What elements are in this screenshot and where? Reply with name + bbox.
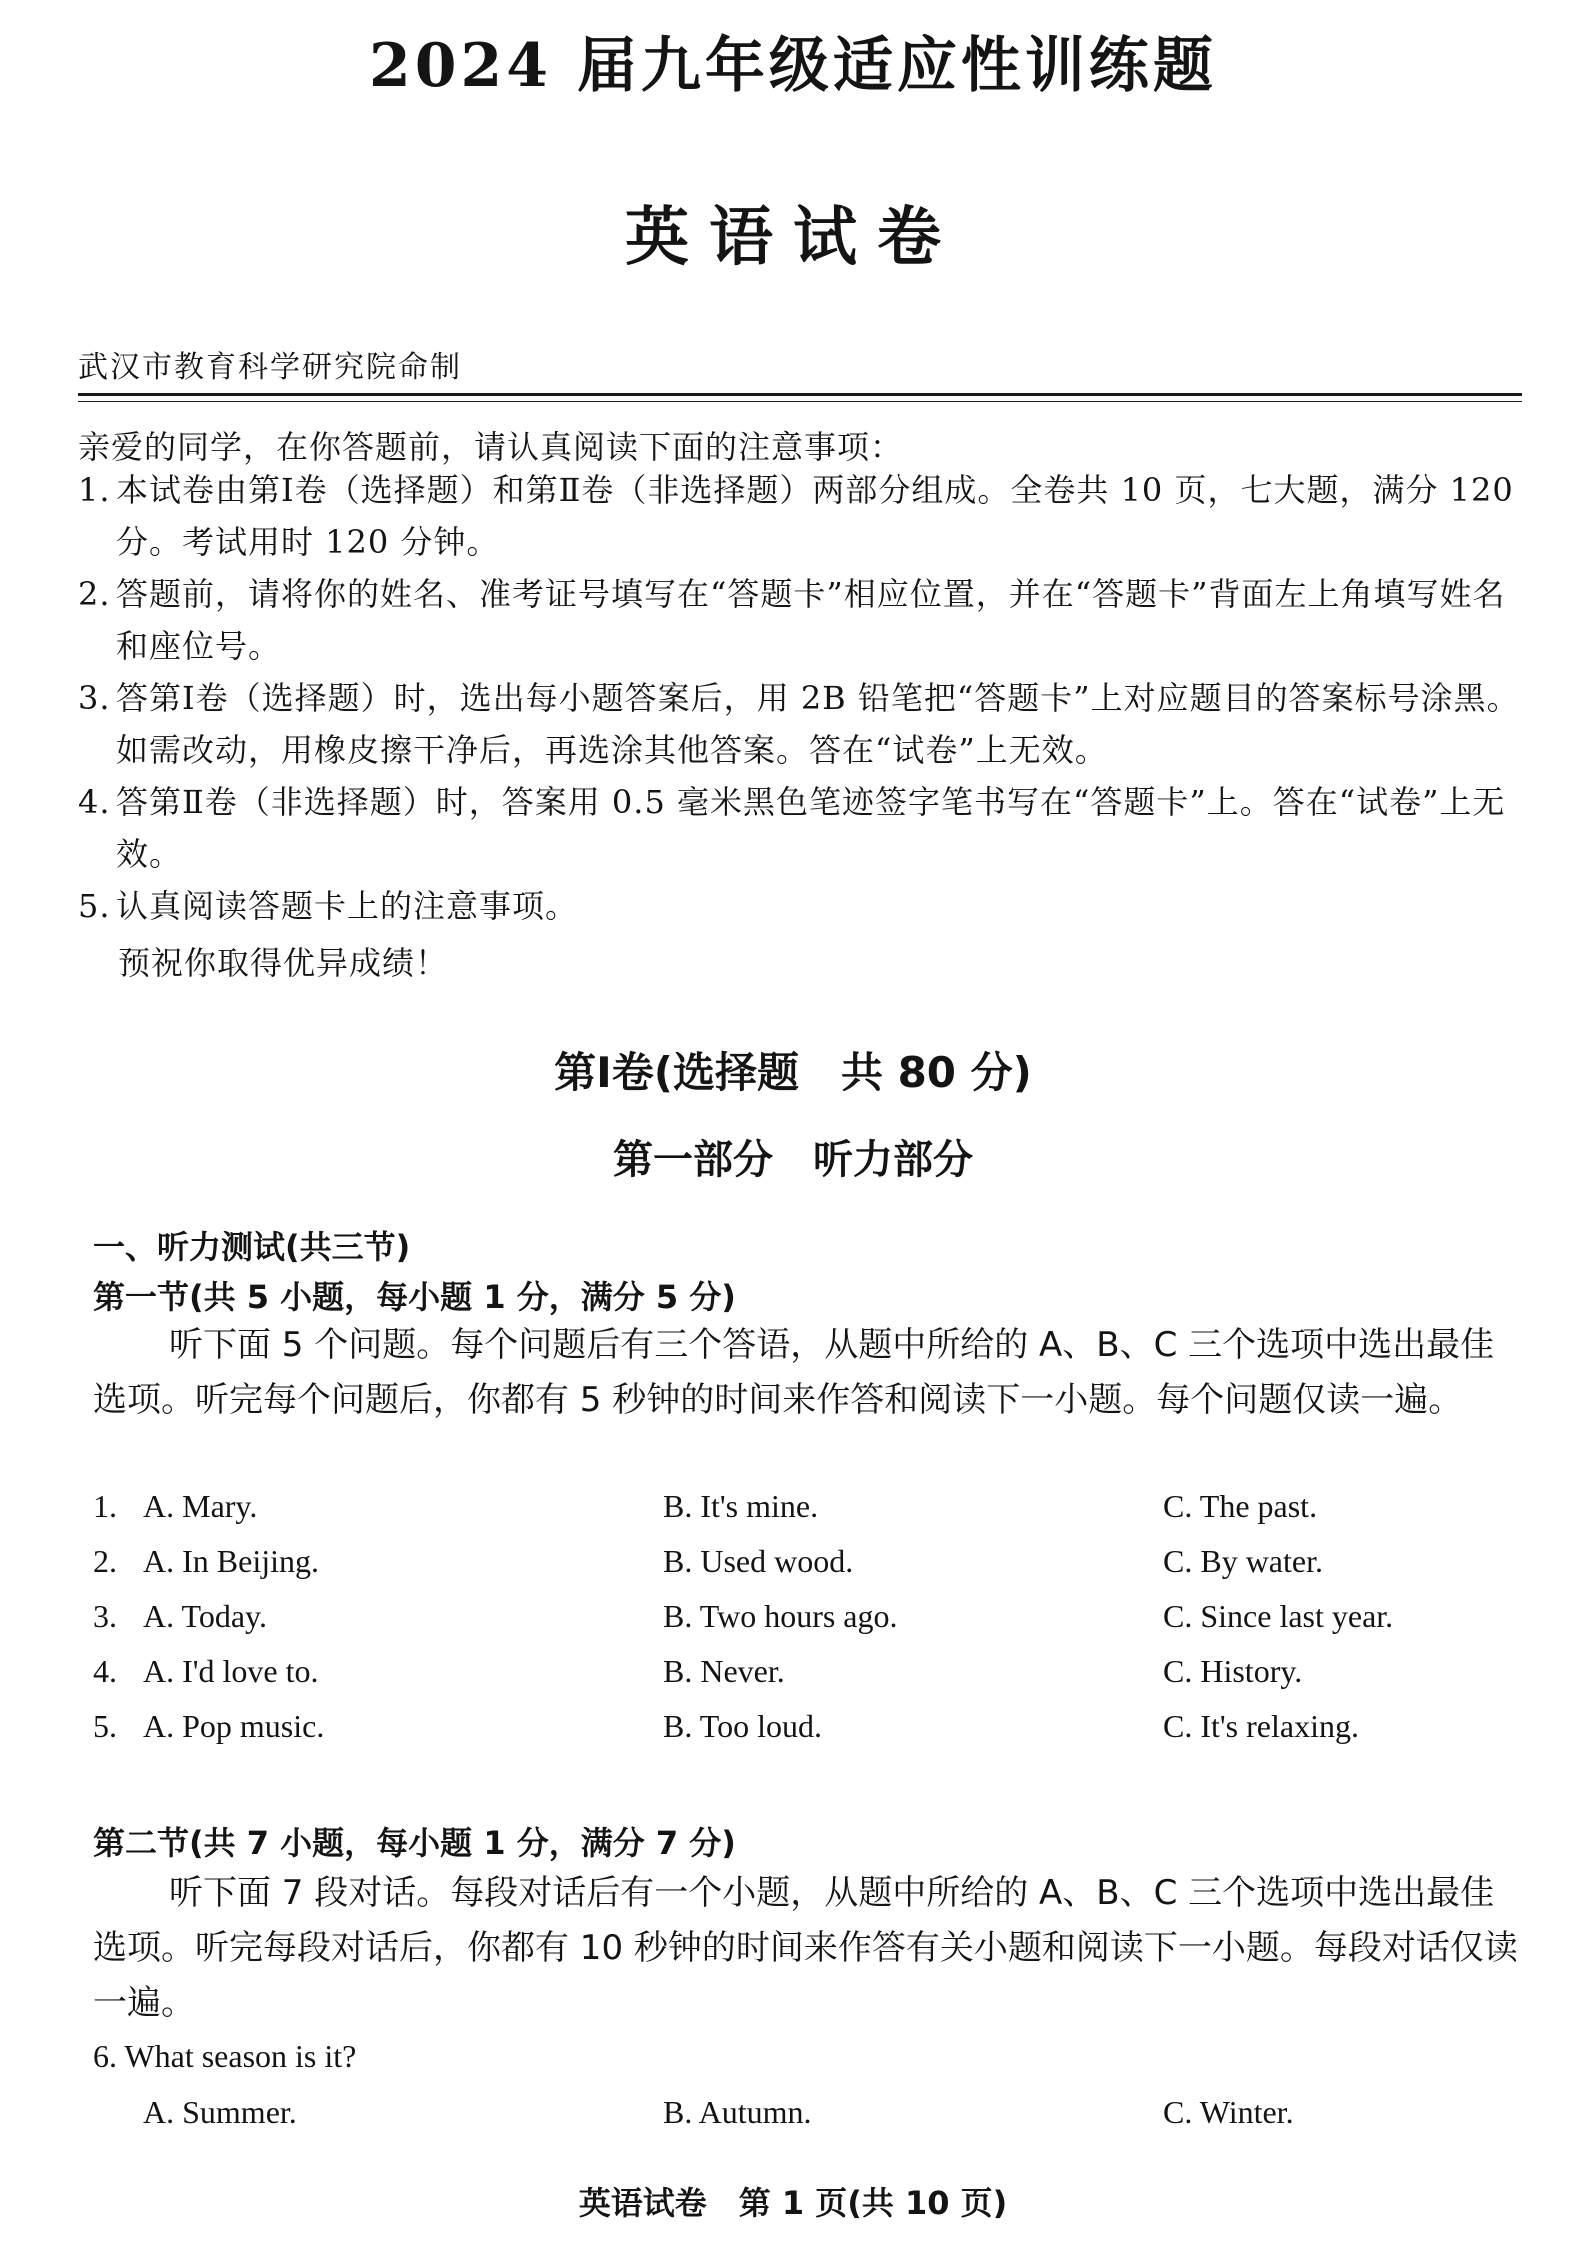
instruction-item bbox=[78, 568, 1528, 672]
listening-heading: 一、听力测试(共三节) bbox=[93, 1228, 411, 1266]
instruction-text: 答第Ⅱ卷（非选择题）时，答案用 0.5 毫米黑色笔迹签字笔书写在“答题卡”上。答在“试卷”上无效。 bbox=[116, 783, 1506, 873]
header-rule-thin bbox=[78, 401, 1522, 402]
option-c: C. By water. bbox=[1163, 1543, 1323, 1579]
option-b: B. Used wood. bbox=[663, 1543, 854, 1579]
volume-title: 第Ⅰ卷(选择题 共 80 分) bbox=[554, 1048, 1032, 1097]
option-c: C. The past. bbox=[1163, 1488, 1318, 1524]
page-footer: 英语试卷 第 1 页(共 10 页) bbox=[578, 2184, 1008, 2222]
option-b: B. It's mine. bbox=[663, 1488, 819, 1524]
instruction-number: 2. bbox=[78, 575, 111, 613]
instruction-item bbox=[78, 880, 1528, 932]
question-number: 5. bbox=[93, 1708, 117, 1744]
issuer: 武汉市教育科学研究院命制 bbox=[78, 350, 462, 385]
instruction-text: 认真阅读答题卡上的注意事项。 bbox=[116, 887, 579, 925]
question-number: 1. bbox=[93, 1488, 117, 1524]
option-a: A. I'd love to. bbox=[143, 1653, 319, 1689]
instruction-number: 5. bbox=[78, 887, 111, 925]
header-rule-thick bbox=[78, 393, 1522, 396]
section2-heading: 第二节(共 7 小题，每小题 1 分，满分 7 分) bbox=[93, 1824, 736, 1862]
option-a: A. Summer. bbox=[143, 2094, 297, 2130]
instruction-text: 答题前，请将你的姓名、准考证号填写在“答题卡”相应位置，并在“答题卡”背面左上角填写姓名和座位号。 bbox=[116, 575, 1506, 665]
instruction-text: 本试卷由第Ⅰ卷（选择题）和第Ⅱ卷（非选择题）两部分组成。全卷共 10 页，七大题，满分 120 分。考试用时 120 分钟。 bbox=[116, 471, 1514, 561]
instructions-greeting: 亲爱的同学，在你答题前，请认真阅读下面的注意事项： bbox=[78, 428, 904, 466]
option-a: A. Mary. bbox=[143, 1488, 258, 1524]
option-b: B. Too loud. bbox=[663, 1708, 822, 1744]
option-c: C. History. bbox=[1163, 1653, 1303, 1689]
question-number: 2. bbox=[93, 1543, 117, 1579]
option-c: C. Since last year. bbox=[1163, 1598, 1394, 1634]
question-number: 3. bbox=[93, 1598, 117, 1634]
section1-heading: 第一节(共 5 小题，每小题 1 分，满分 5 分) bbox=[93, 1278, 736, 1316]
section1-directions: 听下面 5 个问题。每个问题后有三个答语，从题中所给的 A、B、C 三个选项中选出最佳选项。听完每个问题后，你都有 5 秒钟的时间来作答和阅读下一小题。每个问题仅读一遍。 bbox=[93, 1325, 1495, 1420]
question-number: 4. bbox=[93, 1653, 117, 1689]
instruction-number: 4. bbox=[78, 783, 111, 821]
question-stem: 6. What season is it? bbox=[93, 2038, 357, 2074]
option-b: B. Never. bbox=[663, 1653, 785, 1689]
instruction-text: 答第Ⅰ卷（选择题）时，选出每小题答案后，用 2B 铅笔把“答题卡”上对应题目的答案标号涂黑。如需改动，用橡皮擦干净后，再选涂其他答案。答在“试卷”上无效。 bbox=[116, 679, 1520, 769]
instruction-item bbox=[78, 464, 1528, 568]
section2-directions: 听下面 7 段对话。每段对话后有一个小题，从题中所给的 A、B、C 三个选项中选出最佳选项。听完每段对话后，你都有 10 秒钟的时间来作答有关小题和阅读下一小题。每段对话仅读一遍。 bbox=[93, 1873, 1518, 2023]
option-b: B. Autumn. bbox=[663, 2094, 812, 2130]
instruction-number: 1. bbox=[78, 471, 111, 509]
option-c: C. It's relaxing. bbox=[1163, 1708, 1359, 1744]
instruction-number: 3. bbox=[78, 679, 111, 717]
instruction-item bbox=[78, 672, 1528, 776]
instruction-item bbox=[78, 776, 1528, 880]
good-luck-wish: 预祝你取得优异成绩！ bbox=[118, 944, 449, 982]
option-c: C. Winter. bbox=[1163, 2094, 1294, 2130]
part-title: 第一部分 听力部分 bbox=[613, 1137, 973, 1183]
option-b: B. Two hours ago. bbox=[663, 1598, 898, 1634]
option-a: A. Pop music. bbox=[143, 1708, 325, 1744]
option-a: A. Today. bbox=[143, 1598, 267, 1634]
exam-title: 2024 届九年级适应性训练题 bbox=[369, 31, 1217, 101]
exam-subtitle: 英语试卷 bbox=[625, 200, 961, 275]
option-a: A. In Beijing. bbox=[143, 1543, 319, 1579]
